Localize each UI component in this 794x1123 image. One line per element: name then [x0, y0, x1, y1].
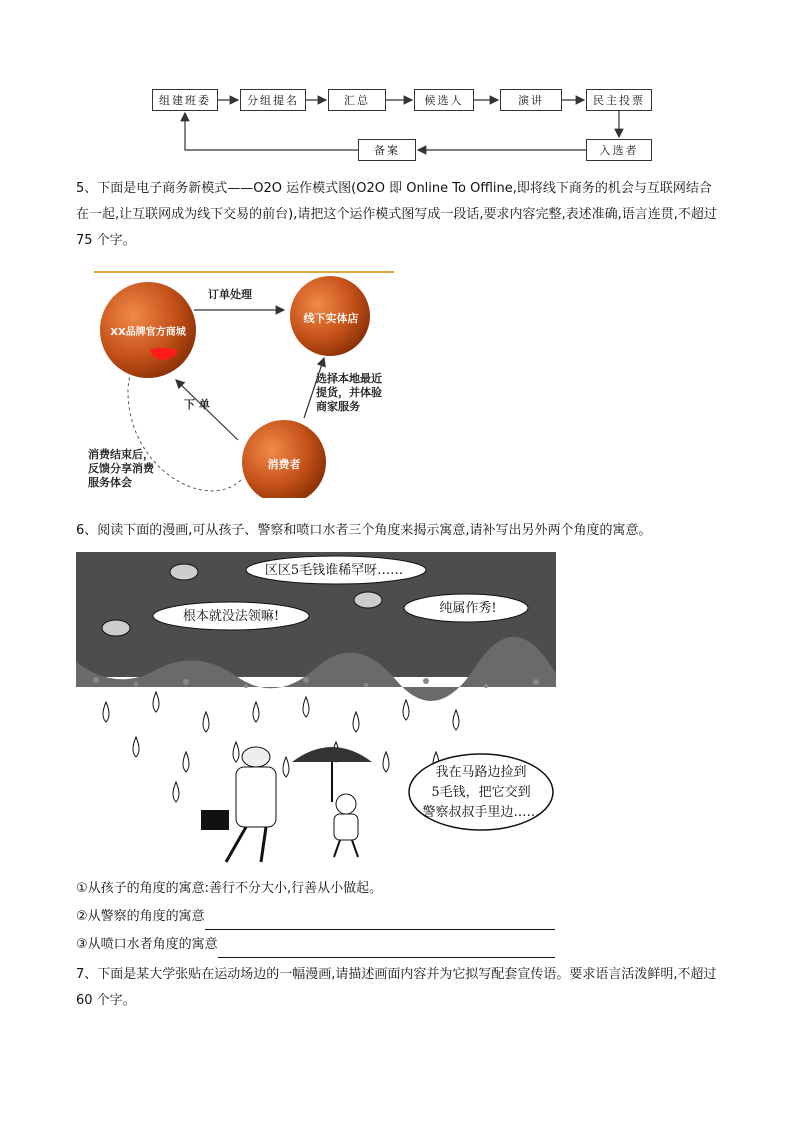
answer-3-blank[interactable]: [218, 943, 555, 958]
choose-line-1: 选择本地最近: [316, 372, 382, 385]
feedback-line-2: 反馈分享消费: [88, 462, 154, 475]
place-order-label: 下 单: [184, 398, 210, 411]
feedback-line-1: 消费结束后，: [88, 448, 154, 461]
flow-box-6: 民主投票: [586, 89, 652, 111]
answer-3: [76, 932, 555, 958]
answer-1: [76, 876, 382, 902]
cartoon-graphic: [76, 552, 556, 870]
bubble-1: 区区5毛钱谁稀罕呀……: [264, 563, 404, 578]
question-5-text: 5、下面是电子商务新模式——O2O 运作模式图(O2O 即 Online To Offline,即将线下商务的机会与互联网结合在一起,让互联网成为线下交易的前台),请把这个运作模式图写成一段话,要求内容完整,表述准确,语言连贯,不超过 75 个字。: [76, 181, 717, 248]
order-process-label: 订单处理: [208, 288, 252, 301]
flow-box-3: 汇总: [328, 89, 386, 111]
choose-line-3: 商家服务: [316, 400, 360, 413]
child-speech-2: 5毛钱，把它交到: [431, 785, 531, 800]
answer-3-text: ③从喷口水者角度的寓意: [76, 937, 218, 952]
question-7-text: 7、下面是某大学张贴在运动场边的一幅漫画,请描述画面内容并为它拟写配套宣传语。要求语言活泼鲜明,不超过 60 个字。: [76, 967, 717, 1008]
flow-box-5: 演讲: [500, 89, 562, 111]
answer-2-text: ②从警察的角度的寓意: [76, 909, 205, 924]
feedback-label: [88, 448, 154, 490]
choose-label: [316, 372, 382, 414]
choose-line-2: 提货，并体验: [316, 386, 382, 399]
feedback-line-3: 服务体会: [88, 476, 132, 489]
child-speech-1: 我在马路边捡到: [435, 765, 527, 780]
flow-box-4: 候选人: [414, 89, 474, 111]
o2o-diagram: [86, 268, 406, 498]
consumer-label: 消费者: [267, 458, 301, 471]
answer-2-blank[interactable]: [205, 915, 555, 930]
bubble-2: 根本就没法领嘛!: [182, 609, 280, 624]
flow-box-2: 分组提名: [240, 89, 306, 111]
answer-1-text: ①从孩子的角度的寓意:善行不分大小,行善从小做起。: [76, 881, 383, 896]
store-label: 线下实体店: [303, 312, 359, 325]
flow-arrows: [0, 0, 794, 175]
bubble-3: 纯属作秀!: [439, 601, 497, 616]
question-6-text: 6、阅读下面的漫画,可从孩子、警察和喷口水者三个角度来揭示寓意,请补写出另外两个角度的寓意。: [76, 523, 652, 538]
cartoon-image: [76, 552, 556, 870]
mall-label: XX品牌官方商城: [110, 327, 186, 338]
flow-box-1: 组建班委: [152, 89, 218, 111]
child-speech-3: 警察叔叔手里边……: [422, 805, 540, 820]
flow-box-8: 备案: [358, 139, 416, 161]
answer-2: [76, 904, 555, 930]
flow-box-7: 入选者: [586, 139, 652, 161]
